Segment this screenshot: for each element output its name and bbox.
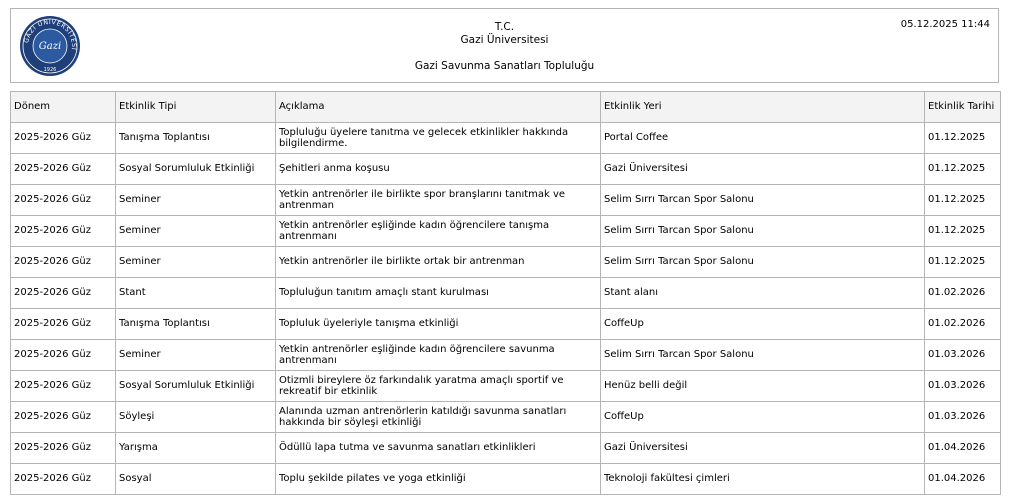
cell-date: 01.04.2026	[925, 433, 1001, 464]
table-row	[11, 464, 1001, 495]
logo-signature: Gazi	[38, 41, 62, 52]
column-header-date: Etkinlik Tarihi	[925, 92, 1001, 123]
cell-date: 01.02.2026	[925, 309, 1001, 340]
events-table	[10, 91, 1001, 495]
country-label: T.C.	[494, 21, 515, 33]
cell-location: Stant alanı	[601, 278, 925, 309]
cell-location: CoffeUp	[601, 402, 925, 433]
cell-date: 01.12.2025	[925, 185, 1001, 216]
column-header-period: Dönem	[11, 92, 116, 123]
cell-period: 2025-2026 Güz	[11, 402, 116, 433]
table-row	[11, 433, 1001, 464]
report-datetime: 05.12.2025 11:44	[900, 19, 990, 30]
report-header	[10, 8, 999, 83]
cell-description: Topluluk üyeleriyle tanışma etkinliği	[276, 309, 601, 340]
table-row	[11, 123, 1001, 154]
cell-description: Yetkin antrenörler eşliğinde kadın öğrencilere tanışma antrenmanı	[276, 216, 601, 247]
cell-description: Topluluğun tanıtım amaçlı stant kurulması	[276, 278, 601, 309]
cell-location: CoffeUp	[601, 309, 925, 340]
cell-date: 01.03.2026	[925, 402, 1001, 433]
table-row	[11, 247, 1001, 278]
cell-event-type: Seminer	[116, 216, 276, 247]
cell-period: 2025-2026 Güz	[11, 371, 116, 402]
cell-period: 2025-2026 Güz	[11, 185, 116, 216]
cell-period: 2025-2026 Güz	[11, 340, 116, 371]
header-titles	[11, 21, 998, 73]
cell-event-type: Tanışma Toplantısı	[116, 123, 276, 154]
table-row	[11, 402, 1001, 433]
cell-description: Alanında uzman antrenörlerin katıldığı savunma sanatları hakkında bir söyleşi etkinliği	[276, 402, 601, 433]
table-row	[11, 371, 1001, 402]
cell-location: Gazi Üniversitesi	[601, 433, 925, 464]
cell-event-type: Sosyal	[116, 464, 276, 495]
logo-year: 1926	[43, 67, 57, 73]
cell-location: Selim Sırrı Tarcan Spor Salonu	[601, 185, 925, 216]
cell-date: 01.12.2025	[925, 216, 1001, 247]
cell-event-type: Seminer	[116, 185, 276, 216]
cell-location: Selim Sırrı Tarcan Spor Salonu	[601, 216, 925, 247]
cell-date: 01.04.2026	[925, 464, 1001, 495]
cell-description: Şehitleri anma koşusu	[276, 154, 601, 185]
cell-event-type: Tanışma Toplantısı	[116, 309, 276, 340]
cell-description: Otizmli bireylere öz farkındalık yaratma amaçlı sportif ve rekreatif bir etkinlik	[276, 371, 601, 402]
table-row	[11, 309, 1001, 340]
cell-description: Yetkin antrenörler eşliğinde kadın öğrencilere savunma antrenmanı	[276, 340, 601, 371]
column-header-description: Açıklama	[276, 92, 601, 123]
cell-event-type: Sosyal Sorumluluk Etkinliği	[116, 154, 276, 185]
cell-location: Selim Sırrı Tarcan Spor Salonu	[601, 340, 925, 371]
cell-location: Teknoloji fakültesi çimleri	[601, 464, 925, 495]
cell-location: Portal Coffee	[601, 123, 925, 154]
cell-event-type: Stant	[116, 278, 276, 309]
cell-period: 2025-2026 Güz	[11, 247, 116, 278]
club-name: Gazi Savunma Sanatları Topluluğu	[414, 60, 595, 72]
cell-date: 01.03.2026	[925, 371, 1001, 402]
column-header-location: Etkinlik Yeri	[601, 92, 925, 123]
cell-event-type: Seminer	[116, 340, 276, 371]
cell-description: Yetkin antrenörler ile birlikte spor branşlarını tanıtmak ve antrenman	[276, 185, 601, 216]
table-row	[11, 278, 1001, 309]
university-name: Gazi Üniversitesi	[460, 34, 549, 46]
logo-ring-text: GAZİ ÜNİVERSİTESİ	[23, 18, 78, 51]
cell-period: 2025-2026 Güz	[11, 216, 116, 247]
cell-period: 2025-2026 Güz	[11, 123, 116, 154]
column-header-event-type: Etkinlik Tipi	[116, 92, 276, 123]
cell-description: Yetkin antrenörler ile birlikte ortak bir antrenman	[276, 247, 601, 278]
cell-event-type: Sosyal Sorumluluk Etkinliği	[116, 371, 276, 402]
cell-period: 2025-2026 Güz	[11, 278, 116, 309]
cell-date: 01.12.2025	[925, 247, 1001, 278]
cell-location: Selim Sırrı Tarcan Spor Salonu	[601, 247, 925, 278]
cell-period: 2025-2026 Güz	[11, 433, 116, 464]
cell-period: 2025-2026 Güz	[11, 464, 116, 495]
cell-period: 2025-2026 Güz	[11, 309, 116, 340]
cell-event-type: Söyleşi	[116, 402, 276, 433]
cell-description: Topluluğu üyelere tanıtma ve gelecek etkinlikler hakkında bilgilendirme.	[276, 123, 601, 154]
cell-event-type: Yarışma	[116, 433, 276, 464]
table-row	[11, 185, 1001, 216]
table-header-row	[11, 92, 1001, 123]
cell-location: Henüz belli değil	[601, 371, 925, 402]
cell-date: 01.12.2025	[925, 154, 1001, 185]
cell-description: Ödüllü lapa tutma ve savunma sanatları etkinlikleri	[276, 433, 601, 464]
cell-date: 01.02.2026	[925, 278, 1001, 309]
table-row	[11, 216, 1001, 247]
cell-date: 01.03.2026	[925, 340, 1001, 371]
cell-event-type: Seminer	[116, 247, 276, 278]
table-row	[11, 154, 1001, 185]
cell-location: Gazi Üniversitesi	[601, 154, 925, 185]
table-row	[11, 340, 1001, 371]
cell-date: 01.12.2025	[925, 123, 1001, 154]
cell-period: 2025-2026 Güz	[11, 154, 116, 185]
cell-description: Toplu şekilde pilates ve yoga etkinliği	[276, 464, 601, 495]
